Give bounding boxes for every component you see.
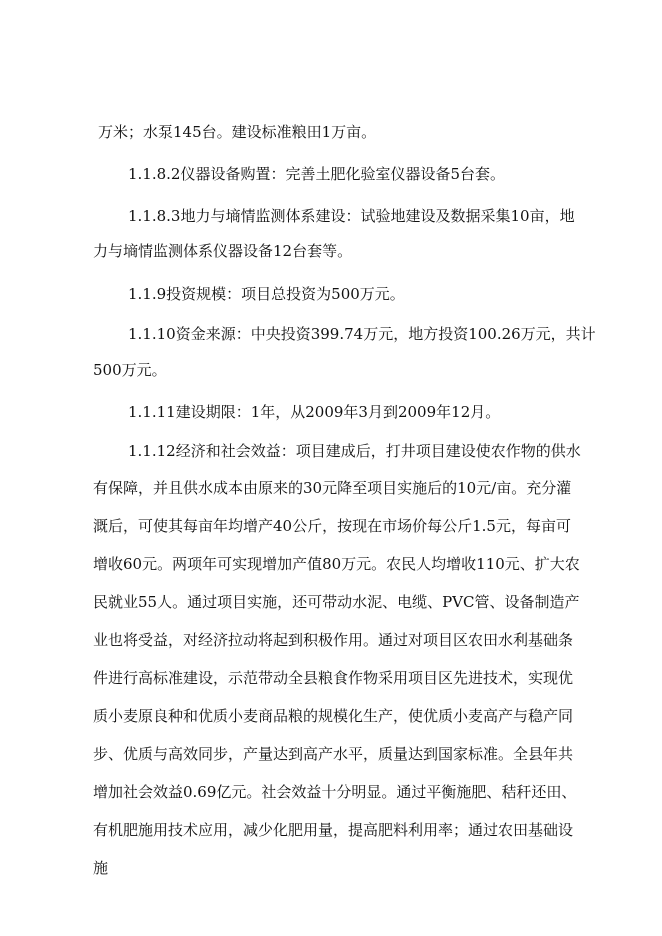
text-line-13: 民就业55人。通过项目实施，还可带动水泥、电缆、PVC管、设备制造产	[93, 593, 580, 611]
text-line-5: 1.1.9投资规模：项目总投资为500万元。	[128, 285, 405, 303]
text-line-17: 步、优质与高效同步，产量达到高产水平，质量达到国家标准。全县年共	[93, 745, 574, 763]
text-line-8: 1.1.11建设期限：1年，从2009年3月到2009年12月。	[128, 403, 501, 421]
text-line-18: 增加社会效益0.69亿元。社会效益十分明显。通过平衡施肥、秸秆还田、	[93, 783, 577, 801]
text-line-14: 业也将受益，对经济拉动将起到积极作用。通过对项目区农田水利基础条	[93, 631, 574, 649]
text-line-16: 质小麦原良种和优质小麦商品粮的规模化生产，使优质小麦高产与稳产同	[93, 707, 574, 725]
text-line-20: 施	[93, 859, 109, 877]
text-line-1: 万米；水泵145台。建设标准粮田1万亩。	[98, 123, 377, 141]
text-line-10: 有保障，并且供水成本由原来的30元降至项目实施后的10元/亩。充分灌	[93, 479, 572, 497]
text-line-12: 增收60元。两项年可实现增加产值80万元。农民人均增收110元、扩大农	[93, 555, 580, 573]
text-line-2: 1.1.8.2仪器设备购置：完善土肥化验室仪器设备5台套。	[128, 165, 506, 183]
text-line-7: 500万元。	[93, 361, 167, 379]
text-line-6: 1.1.10资金来源：中央投资399.74万元，地方投资100.26万元，共计	[128, 325, 596, 343]
text-line-4: 力与墒情监测体系仪器设备12台套等。	[93, 242, 353, 260]
text-line-11: 溉后，可使其每亩年均增产40公斤，按现在市场价每公斤1.5元，每亩可	[93, 517, 571, 535]
text-line-9: 1.1.12经济和社会效益：项目建成后，打井项目建设使农作物的供水	[128, 442, 581, 460]
text-line-19: 有机肥施用技术应用，减少化肥用量，提高肥料利用率；通过农田基础设	[93, 821, 574, 839]
text-line-15: 件进行高标准建设，示范带动全县粮食作物采用项目区先进技术，实现优	[93, 669, 574, 687]
text-line-3: 1.1.8.3地力与墒情监测体系建设：试验地建设及数据采集10亩，地	[128, 207, 575, 225]
